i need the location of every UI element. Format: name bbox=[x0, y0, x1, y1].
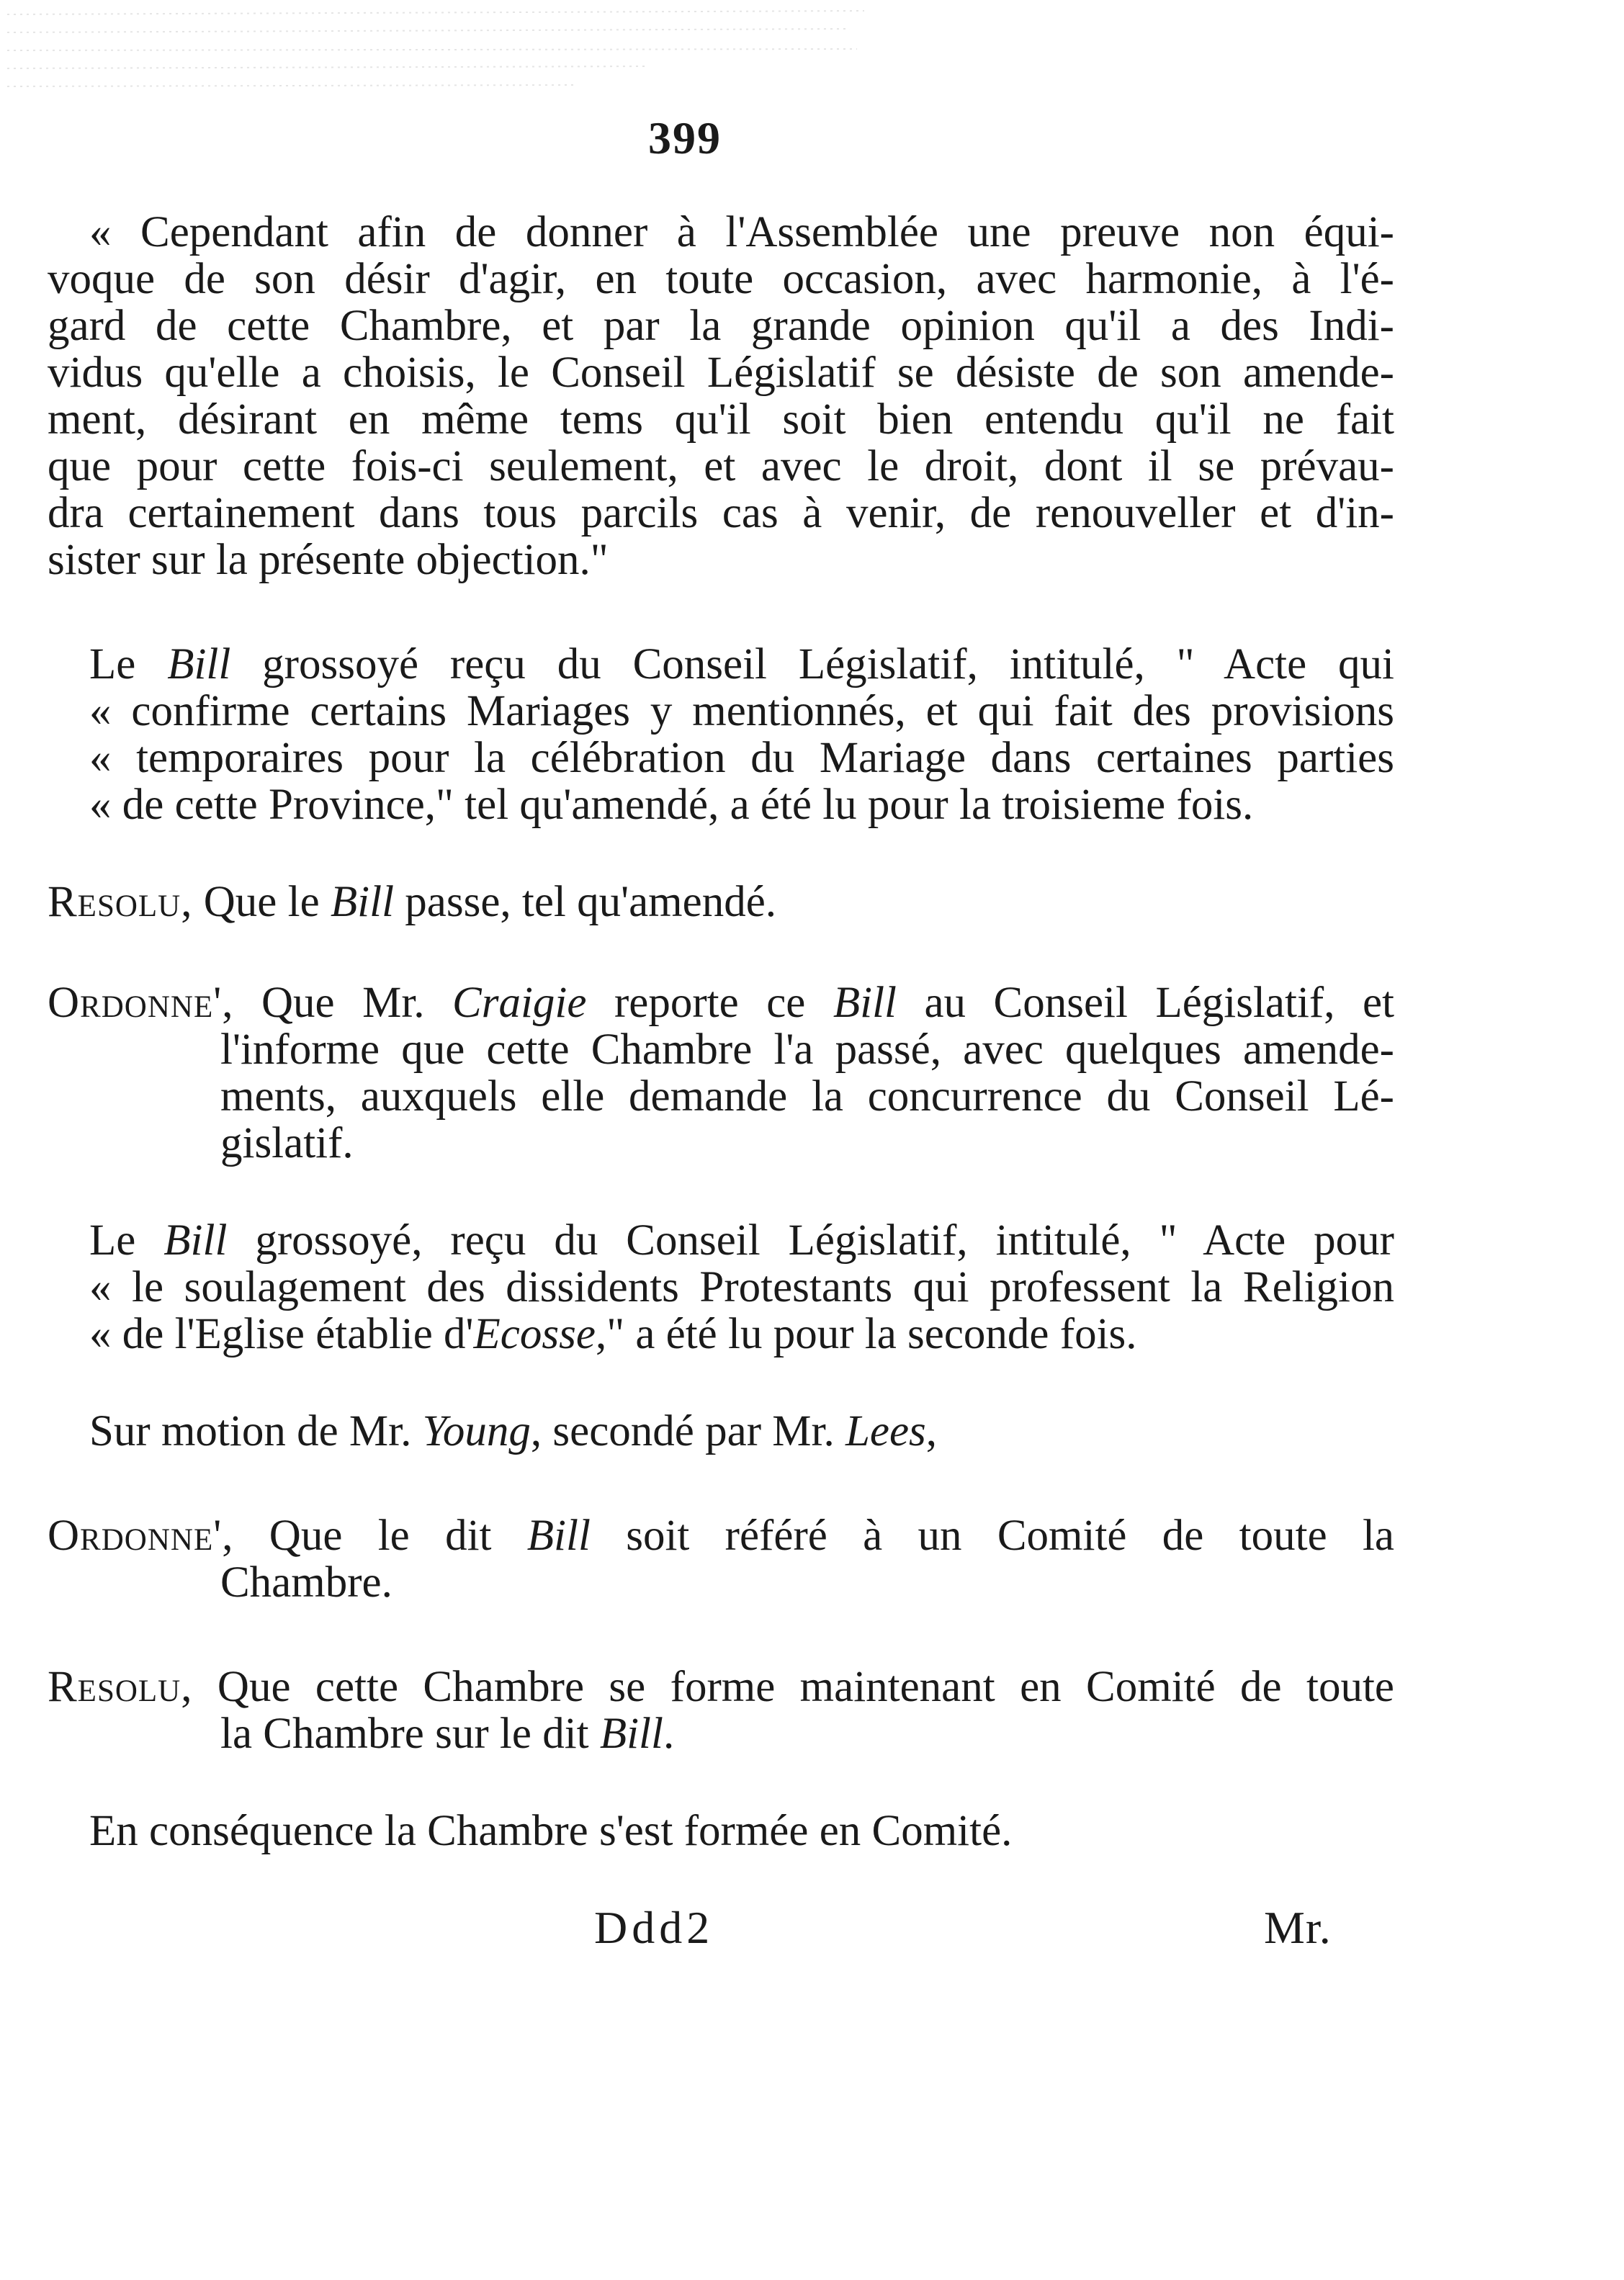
resolu-label: Resolu, bbox=[48, 1663, 193, 1711]
resolution-form-committee bbox=[48, 1664, 1394, 1757]
text-line: vidus qu'elle a choisis, le Conseil Législatif se désiste de son amende- bbox=[48, 349, 1394, 397]
legislative-council-message bbox=[48, 209, 1394, 583]
resolu-label: Resolu, bbox=[48, 878, 193, 926]
text-line: « le soulagement des dissidents Protestants qui professent la Religion bbox=[89, 1263, 1394, 1311]
order-craigie bbox=[48, 979, 1394, 1167]
text-line: « temporaires pour la célébration du Mariage dans certaines parties bbox=[89, 734, 1394, 782]
ordonne-label: Ordonne', bbox=[48, 1512, 234, 1560]
text-line: sister sur la présente objection." bbox=[48, 536, 609, 584]
text-line: Chambre. bbox=[220, 1558, 392, 1607]
text-line: gislatif. bbox=[220, 1119, 354, 1167]
member-name: Craigie bbox=[452, 979, 587, 1027]
bill-word: Bill bbox=[330, 878, 395, 926]
text-line: Ordonne', Que le dit Bill soit référé à un Comité de toute la bbox=[48, 1512, 1394, 1560]
text-line: Ordonne', Que Mr. Craigie reporte ce Bill au Conseil Législatif, et bbox=[48, 979, 1394, 1027]
page-number: 399 bbox=[648, 112, 722, 163]
text-line: la Chambre sur le dit Bill. bbox=[220, 1710, 675, 1758]
committee-formed-line bbox=[48, 1808, 1394, 1854]
text-line: « confirme certains Mariages y mentionnés, et qui fait des provisions bbox=[89, 687, 1394, 735]
text-line: l'informe que cette Chambre l'a passé, avec quelques amende- bbox=[220, 1025, 1394, 1074]
catchword: Mr. bbox=[1264, 1902, 1332, 1953]
bill-word: Bill bbox=[599, 1710, 663, 1758]
bill-word: Bill bbox=[833, 979, 897, 1027]
resolution-pass-bill bbox=[48, 879, 1394, 925]
bill-word: Bill bbox=[163, 1216, 228, 1265]
order-refer-committee bbox=[48, 1512, 1394, 1606]
member-name: Lees bbox=[845, 1407, 926, 1455]
text-line: « de cette Province," tel qu'amendé, a été lu pour la troisieme fois. bbox=[89, 781, 1254, 829]
text-line: Le Bill grossoyé reçu du Conseil Législatif, intitulé, " Acte qui bbox=[89, 640, 1394, 688]
ordonne-label: Ordonne', bbox=[48, 979, 234, 1027]
bill-word: Bill bbox=[526, 1512, 591, 1560]
bill-word: Bill bbox=[167, 640, 231, 688]
text-line: Resolu, Que cette Chambre se forme maintenant en Comité de toute bbox=[48, 1663, 1394, 1711]
member-name: Young bbox=[422, 1407, 531, 1455]
text-line: dra certainement dans tous parcils cas à venir, de renouveller et d'in- bbox=[48, 489, 1394, 537]
place-name: Ecosse bbox=[473, 1310, 596, 1358]
text-line: « Cependant afin de donner à l'Assemblée une preuve non équi- bbox=[89, 208, 1394, 256]
bill-marriages-paragraph bbox=[48, 641, 1394, 828]
text-line: Sur motion de Mr. Young, secondé par Mr. Lees, bbox=[89, 1407, 938, 1455]
text-line: En conséquence la Chambre s'est formée en Comité. bbox=[89, 1807, 1013, 1855]
text-line: « de l'Eglise établie d'Ecosse," a été lu pour la seconde fois. bbox=[89, 1310, 1137, 1358]
text-line: gard de cette Chambre, et par la grande opinion qu'il a des Indi- bbox=[48, 302, 1394, 350]
signature-mark: Ddd2 bbox=[594, 1902, 714, 1953]
text-line: ments, auxquels elle demande la concurrence du Conseil Lé- bbox=[220, 1072, 1394, 1121]
text-line: Resolu, Que le Bill passe, tel qu'amendé. bbox=[48, 878, 777, 926]
text-line: Le Bill grossoyé, reçu du Conseil Législatif, intitulé, " Acte pour bbox=[89, 1216, 1394, 1265]
text-line: que pour cette fois-ci seulement, et avec le droit, dont il se prévau- bbox=[48, 442, 1394, 490]
bill-dissidents-paragraph bbox=[48, 1217, 1394, 1357]
motion-young-lees bbox=[48, 1408, 1394, 1455]
page-body bbox=[48, 0, 1394, 2280]
text-line: ment, désirant en même tems qu'il soit bien entendu qu'il ne fait bbox=[48, 395, 1394, 444]
text-line: voque de son désir d'agir, en toute occasion, avec harmonie, à l'é- bbox=[48, 255, 1394, 303]
